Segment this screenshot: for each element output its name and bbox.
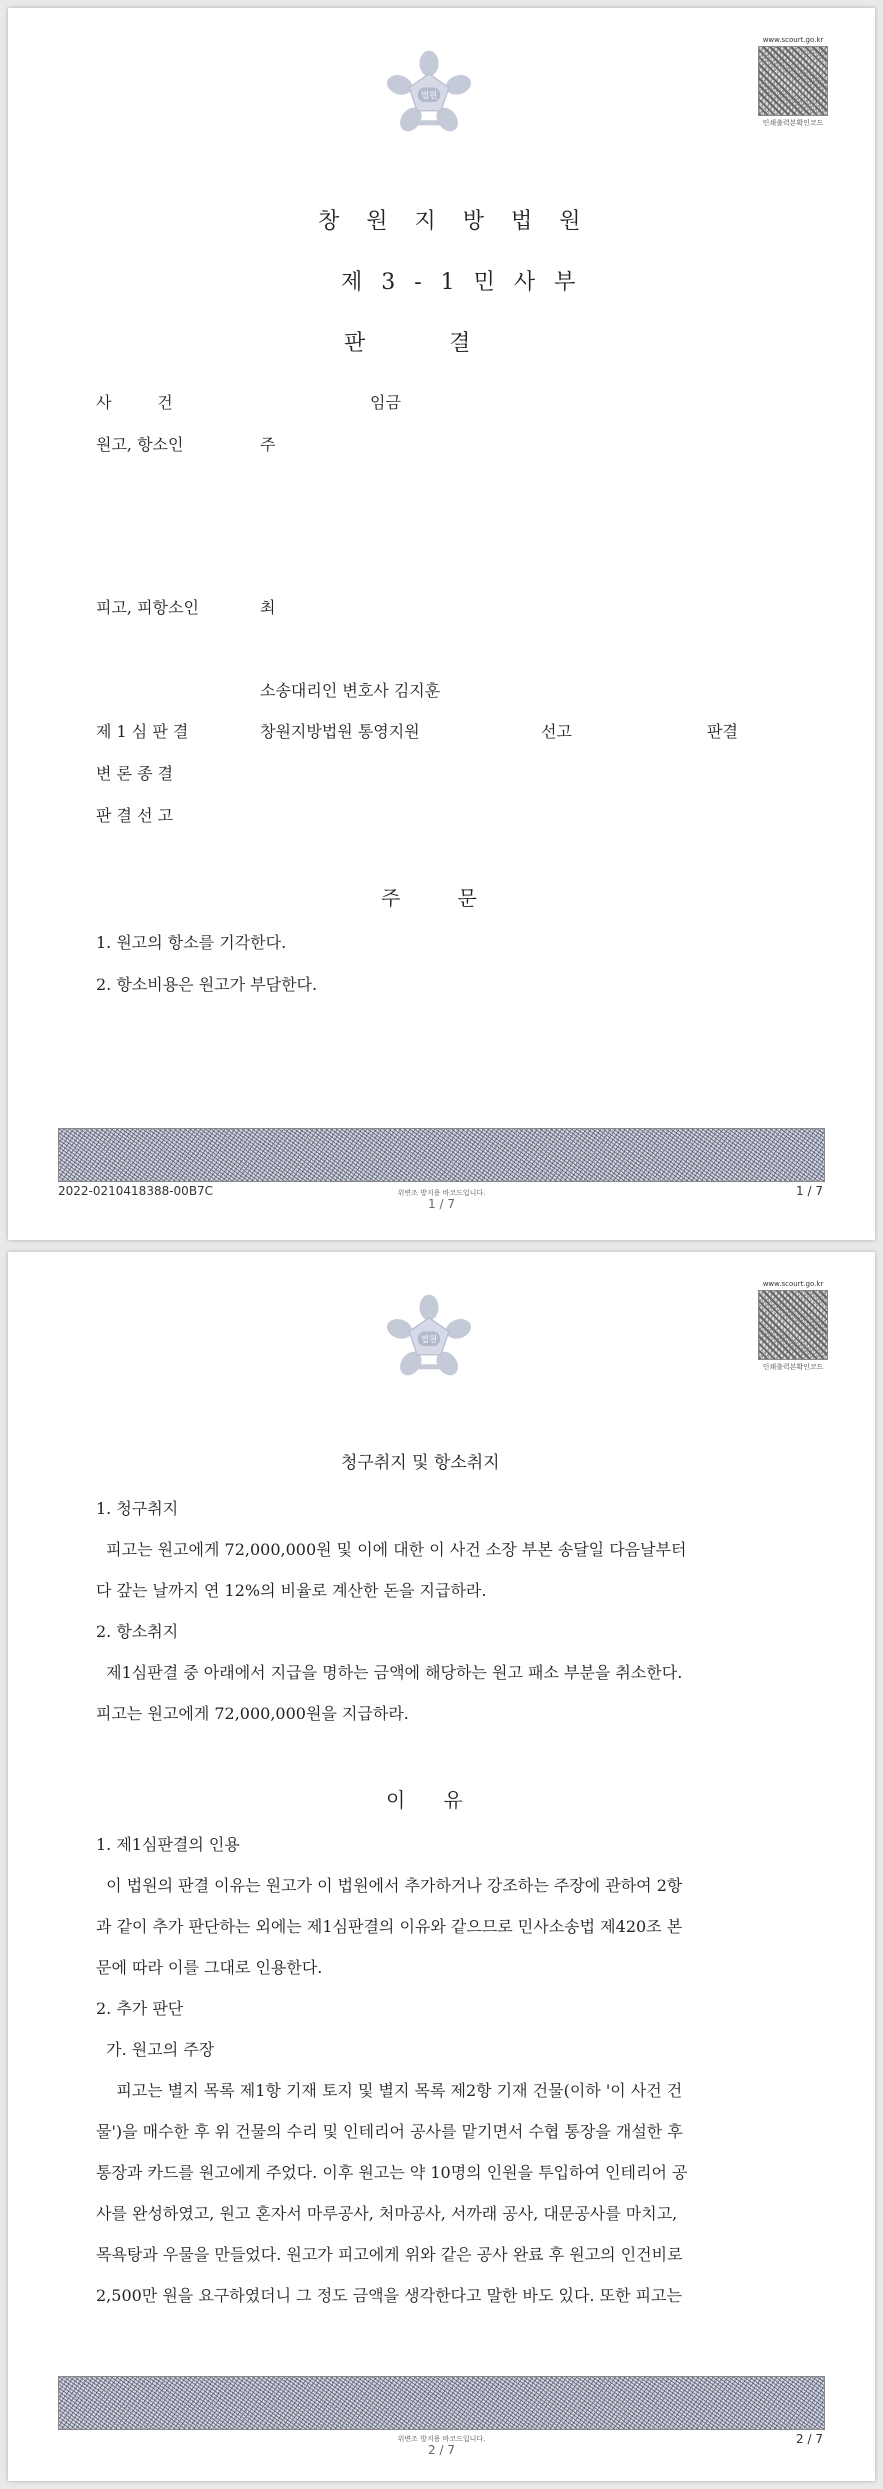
qr-caption: 인쇄출력본확인코드: [762, 1363, 824, 1371]
claim-line: 다 갚는 날까지 연 12%의 비율로 계산한 돈을 지급하라.: [96, 1581, 487, 1600]
qr-code-icon: [758, 1290, 828, 1360]
barcode-note: 위변조 방지용 바코드입니다.: [397, 1189, 486, 1197]
reason-line: 물')을 매수한 후 위 건물의 수리 및 인테리어 공사를 맡기면서 수협 통장을 개설한 후: [96, 2122, 683, 2141]
document-page-1: [8, 8, 875, 1240]
first-instance-court: 창원지방법원 통영지원: [260, 722, 420, 741]
document-page-2: [8, 1252, 875, 2481]
court-emblem-icon: [386, 1292, 472, 1378]
emblem-text: 법원: [420, 1334, 438, 1345]
qr-url: www.scourt.go.kr: [762, 36, 824, 44]
qr-code-block: [758, 36, 828, 128]
reason-heading: 이 유: [386, 1788, 463, 1812]
pronounce-label: 판 결 선 고: [96, 806, 174, 825]
claim-line: 제1심판결 중 아래에서 지급을 명하는 금액에 해당하는 원고 패소 부분을 취소한다.: [96, 1663, 683, 1682]
reason-line: 사를 완성하였고, 원고 혼자서 마루공사, 처마공사, 서까래 공사, 대문공사를 마치고,: [96, 2204, 678, 2223]
page-number-center: 2 / 7: [428, 2443, 455, 2457]
reason-line: 과 같이 추가 판단하는 외에는 제1심판결의 이유와 같으므로 민사소송법 제420조 본: [96, 1917, 683, 1936]
order-item: 2. 항소비용은 원고가 부담한다.: [96, 975, 318, 994]
reason-line: 2. 추가 판단: [96, 1999, 184, 2018]
judgment-title: 판 결: [344, 331, 471, 356]
page-number-center: 1 / 7: [428, 1197, 455, 1211]
court-emblem-icon: [386, 48, 472, 134]
page-number: 2 / 7: [796, 2432, 823, 2446]
attorney-line: 소송대리인 변호사 김지훈: [260, 681, 441, 700]
qr-caption: 인쇄출력본확인코드: [762, 119, 824, 127]
defendant-label: 피고, 피항소인: [96, 598, 199, 617]
reason-line: 피고는 별지 목록 제1항 기재 토지 및 별지 목록 제2항 기재 건물(이하 '이 사건 건: [96, 2081, 683, 2100]
emblem-text: 법원: [420, 90, 438, 101]
court-name: 창 원 지 방 법 원: [318, 209, 591, 234]
claim-line: 피고는 원고에게 72,000,000원 및 이에 대한 이 사건 소장 부본 송달일 다음날부터: [96, 1540, 687, 1559]
reason-line: 이 법원의 판결 이유는 원고가 이 법원에서 추가하거나 강조하는 주장에 관하여 2항: [96, 1876, 683, 1895]
order-heading: 주 문: [381, 886, 477, 910]
qr-code-icon: [758, 46, 828, 116]
reason-line: 1. 제1심판결의 인용: [96, 1835, 240, 1854]
reason-line: 가. 원고의 주장: [96, 2040, 215, 2059]
reason-line: 2,500만 원을 요구하였더니 그 정도 금액을 생각한다고 말한 바도 있다. 또한 피고는: [96, 2286, 682, 2305]
plaintiff-label: 원고, 항소인: [96, 435, 184, 454]
defendant-value: 최: [260, 598, 276, 617]
claim-line: 피고는 원고에게 72,000,000원을 지급하라.: [96, 1704, 409, 1723]
claim-heading: 청구취지 및 항소취지: [341, 1453, 500, 1473]
first-instance-label: 제 1 심 판 결: [96, 722, 189, 741]
plaintiff-value: 주: [260, 435, 276, 454]
first-instance-pronounce: 선고: [541, 722, 572, 741]
claim-line: 2. 항소취지: [96, 1622, 179, 1641]
page-number: 1 / 7: [796, 1184, 823, 1198]
reason-line: 문에 따라 이를 그대로 인용한다.: [96, 1958, 323, 1977]
division-name: 제 3 - 1 민 사 부: [341, 270, 582, 295]
anti-forgery-barcode: [58, 1128, 825, 1182]
qr-code-block: [758, 1280, 828, 1372]
first-instance-judgment: 판결: [707, 722, 738, 741]
order-item: 1. 원고의 항소를 기각한다.: [96, 933, 287, 952]
closing-label: 변 론 종 결: [96, 764, 174, 783]
reason-line: 목욕탕과 우물을 만들었다. 원고가 피고에게 위와 같은 공사 완료 후 원고의 인건비로: [96, 2245, 683, 2264]
qr-url: www.scourt.go.kr: [762, 1280, 824, 1288]
reason-line: 통장과 카드를 원고에게 주었다. 이후 원고는 약 10명의 인원을 투입하여 인테리어 공: [96, 2163, 688, 2182]
anti-forgery-barcode: [58, 2376, 825, 2430]
barcode-note: 위변조 방지용 바코드입니다.: [397, 2435, 486, 2443]
case-label: 사 건: [96, 393, 173, 412]
document-id: 2022-0210418388-00B7C: [58, 1184, 214, 1198]
case-value: 임금: [370, 393, 401, 412]
claim-line: 1. 청구취지: [96, 1499, 179, 1518]
